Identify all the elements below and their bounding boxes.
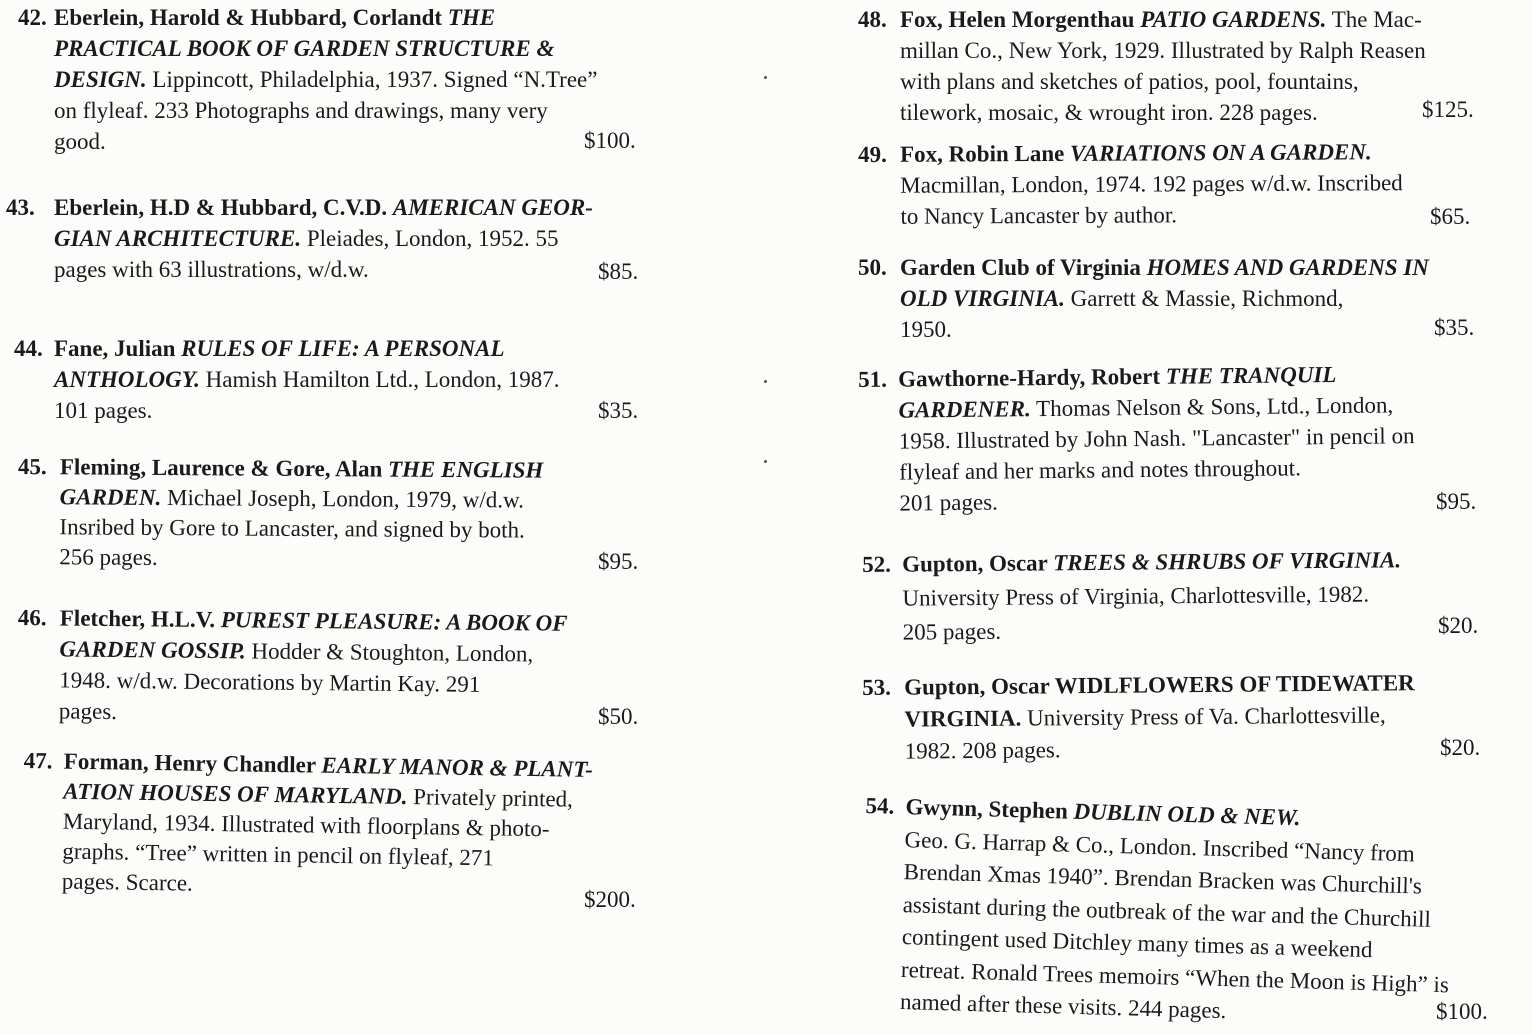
entry-title: DUBLIN OLD & NEW. <box>1073 798 1301 831</box>
scan-speck <box>764 380 767 383</box>
entry-author: Fleming, Laurence & Gore, Alan <box>59 454 389 482</box>
entry-line <box>59 512 543 545</box>
entry-text: Macmillan, London, 1974. 192 pages w/d.w. Inscribed <box>900 170 1403 198</box>
entry-price: $125. <box>1422 97 1474 122</box>
entry-description <box>62 747 594 905</box>
entry-line <box>900 66 1426 97</box>
entry-number: 48. <box>858 7 887 32</box>
entry-line <box>54 333 560 364</box>
entry-text: University Press of Va. Charlottesville, <box>1021 702 1386 731</box>
entry-author: Fox, Robin Lane <box>900 140 1071 167</box>
entry-author: Gupton, Oscar <box>904 673 1055 700</box>
entry-line <box>54 95 597 126</box>
entry-line <box>900 252 1429 283</box>
entry-price: $35. <box>1434 315 1475 340</box>
entry-price: $20. <box>1440 735 1481 760</box>
entry-author: Gwynn, Stephen <box>905 794 1074 824</box>
entry-line <box>900 136 1403 170</box>
entry-description <box>900 4 1426 128</box>
entry-text: with plans and sketches of patios, pool, fountains, <box>900 69 1359 94</box>
entry-number: 45. <box>17 453 47 480</box>
entry-text: graphs. “Tree” written in pencil on flyleaf, 271 <box>62 838 495 871</box>
entry-number: 53. <box>862 674 891 700</box>
entry-price: $100. <box>1436 999 1488 1024</box>
entry-text: Pleiades, London, 1952. 55 <box>301 226 559 251</box>
entry-text: tilework, mosaic, & wrought iron. 228 pages. <box>900 100 1318 125</box>
entry-title: PUREST PLEASURE: A BOOK OF <box>220 607 568 636</box>
entry-description <box>904 667 1415 767</box>
entry-description <box>54 192 593 285</box>
entry-title: TREES & SHRUBS OF VIRGINIA. <box>1053 547 1402 576</box>
entry-title: OLD VIRGINIA. <box>900 286 1065 311</box>
entry-price: $100. <box>584 128 636 153</box>
entry-text: 201 pages. <box>899 489 998 516</box>
entry-author: Fox, Helen Morgenthau <box>900 7 1141 32</box>
entry-title: DESIGN. <box>54 67 147 92</box>
entry-line <box>54 223 593 254</box>
entry-title: PATIO GARDENS. <box>1140 7 1327 32</box>
entry-price: $35. <box>598 398 639 423</box>
entry-text: named after these visits. 244 pages. <box>899 989 1227 1024</box>
entry-text: to Nancy Lancaster by author. <box>900 202 1178 229</box>
entry-text: flyleaf and her marks and notes throughout. <box>899 455 1301 485</box>
entry-description <box>900 136 1403 232</box>
entry-title: THE ENGLISH <box>387 456 544 483</box>
entry-line <box>900 314 1429 345</box>
entry-text: University Press of Virginia, Charlottesville, 1982. <box>902 581 1370 611</box>
entry-line <box>54 254 593 285</box>
entry-line <box>54 395 560 426</box>
entry-text: pages with 63 illustrations, w/d.w. <box>54 257 369 282</box>
entry-title: HOMES AND GARDENS IN <box>1146 255 1429 280</box>
entry-line <box>54 192 593 223</box>
entry-title: EARLY MANOR & PLANT- <box>321 752 594 782</box>
entry-title: THE <box>447 5 496 30</box>
entry-line <box>900 4 1426 35</box>
entry-line <box>60 482 544 515</box>
scan-speck <box>764 76 767 79</box>
entry-title: ANTHOLOGY. <box>54 367 200 392</box>
entry-description <box>54 2 597 157</box>
entry-description <box>900 252 1429 345</box>
entry-description <box>902 543 1402 649</box>
entry-number: 43. <box>6 195 35 220</box>
entry-description <box>54 333 560 426</box>
entry-author: Fletcher, H.L.V. <box>59 605 221 633</box>
entry-price: $50. <box>598 704 639 729</box>
entry-line <box>900 283 1429 314</box>
entry-number: 42. <box>18 5 47 30</box>
entry-text: assistant during the outbreak of the war and the Churchill <box>902 891 1432 932</box>
entry-author: Garden Club of Virginia <box>900 255 1147 280</box>
entry-text: Brendan Xmas 1940”. Brendan Bracken was Churchill's <box>903 859 1423 899</box>
entry-description <box>900 791 1454 1034</box>
entry-text: 205 pages. <box>902 618 1002 645</box>
entry-price: $20. <box>1438 613 1479 638</box>
entry-text: contingent used Ditchley many times as a weekend <box>901 924 1373 963</box>
entry-title: GARDENER. <box>898 396 1031 423</box>
entry-text: Privately printed, <box>407 784 574 812</box>
entry-author: Gawthorne-Hardy, Robert <box>898 363 1166 392</box>
entry-author: Eberlein, Harold & Hubbard, Corlandt <box>54 5 448 30</box>
entry-text: Insribed by Gore to Lancaster, and signed by both. <box>59 514 525 543</box>
entry-line <box>59 542 543 575</box>
entry-line <box>54 2 597 33</box>
entry-line <box>904 699 1415 735</box>
entry-text: Michael Joseph, London, 1979, w/d.w. <box>161 485 525 513</box>
entry-number: 52. <box>862 551 892 577</box>
entry-text: millan Co., New York, 1929. Illustrated by Ralph Reasen <box>900 38 1426 63</box>
entry-line <box>59 664 567 700</box>
entry-text: pages. <box>58 698 118 725</box>
entry-text: Geo. G. Harrap & Co., London. Inscribed “Nancy from <box>904 826 1416 866</box>
entry-title: VARIATIONS ON A GARDEN. <box>1069 139 1372 166</box>
entry-text: pages. Scarce. <box>61 868 193 896</box>
entry-text: Maryland, 1934. Illustrated with floorplans & photo- <box>62 808 550 842</box>
entry-title: GARDEN GOSSIP. <box>59 636 246 664</box>
entry-text: 256 pages. <box>59 544 158 570</box>
entry-price: $95. <box>598 549 639 574</box>
entry-title: GARDEN. <box>59 484 162 511</box>
entry-price: $85. <box>598 259 639 284</box>
entry-title: THE TRANQUIL <box>1165 361 1337 389</box>
entry-line <box>60 452 544 485</box>
entry-line <box>59 695 567 731</box>
entry-line <box>900 167 1403 201</box>
entry-text: good. <box>54 129 106 154</box>
entry-text: Lippincott, Philadelphia, 1937. Signed “N.Tree” <box>146 67 598 92</box>
entry-description <box>59 452 543 575</box>
entry-title: RULES OF LIFE: A PERSONAL <box>181 336 505 361</box>
entry-description <box>898 358 1415 518</box>
entry-text: on flyleaf. 233 Photographs and drawings, many very <box>54 98 548 123</box>
entry-line <box>900 97 1426 128</box>
entry-number: 51. <box>858 366 888 392</box>
entry-text: The Mac- <box>1326 7 1422 32</box>
entry-line <box>54 64 597 95</box>
entry-author: Eberlein, H.D & Hubbard, C.V.D. <box>54 195 393 220</box>
entry-number: 47. <box>23 747 53 774</box>
entry-text: Hamish Hamilton Ltd., London, 1987. <box>199 367 560 392</box>
entry-text: 1950. <box>900 317 952 342</box>
entry-number: 49. <box>858 141 887 167</box>
entry-title: AMERICAN GEOR- <box>392 195 593 220</box>
entry-text: Thomas Nelson & Sons, Ltd., London, <box>1030 392 1394 422</box>
entry-number: 50. <box>858 255 887 280</box>
scan-speck <box>764 460 767 463</box>
entry-text: Hodder & Stoughton, London, <box>245 638 534 667</box>
entry-line <box>54 126 597 157</box>
entry-line <box>54 33 597 64</box>
entry-description <box>59 602 568 731</box>
entry-author: Forman, Henry Chandler <box>63 748 322 778</box>
entry-author: Gupton, Oscar <box>902 550 1054 577</box>
entry-line <box>902 577 1401 615</box>
entry-text: retreat. Ronald Trees memoirs “When the Moon is High” is <box>900 956 1450 997</box>
entry-text: 1948. w/d.w. Decorations by Martin Kay. 291 <box>59 667 481 697</box>
entry-title: PRACTICAL BOOK OF GARDEN STRUCTURE & <box>54 36 555 61</box>
entry-text: 1982. 208 pages. <box>904 737 1061 764</box>
entry-title: ATION HOUSES OF MARYLAND. <box>63 778 408 810</box>
entry-text: Garrett & Massie, Richmond, <box>1064 286 1344 311</box>
entry-number: 44. <box>14 336 43 361</box>
entry-line <box>905 731 1416 767</box>
entry-text: 101 pages. <box>54 398 153 423</box>
entry-line <box>902 543 1401 581</box>
entry-line <box>900 35 1426 66</box>
entry-title: VIRGINIA. <box>904 705 1022 732</box>
entry-line <box>54 364 560 395</box>
entry-text: 1958. Illustrated by John Nash. "Lancaster" in pencil on <box>898 423 1415 454</box>
entry-price: $200. <box>584 887 636 912</box>
entry-line <box>903 611 1402 649</box>
entry-title: GIAN ARCHITECTURE. <box>54 226 302 251</box>
entry-title: WIDLFLOWERS OF TIDEWATER <box>1054 670 1415 699</box>
entry-line <box>904 667 1415 703</box>
entry-price: $95. <box>1436 489 1477 514</box>
entry-author: Fane, Julian <box>54 336 182 361</box>
entry-line <box>899 420 1415 456</box>
entry-price: $65. <box>1430 204 1471 229</box>
entry-number: 54. <box>865 792 895 819</box>
entry-number: 46. <box>17 604 47 631</box>
entry-line <box>900 198 1403 232</box>
entry-line <box>899 482 1415 518</box>
